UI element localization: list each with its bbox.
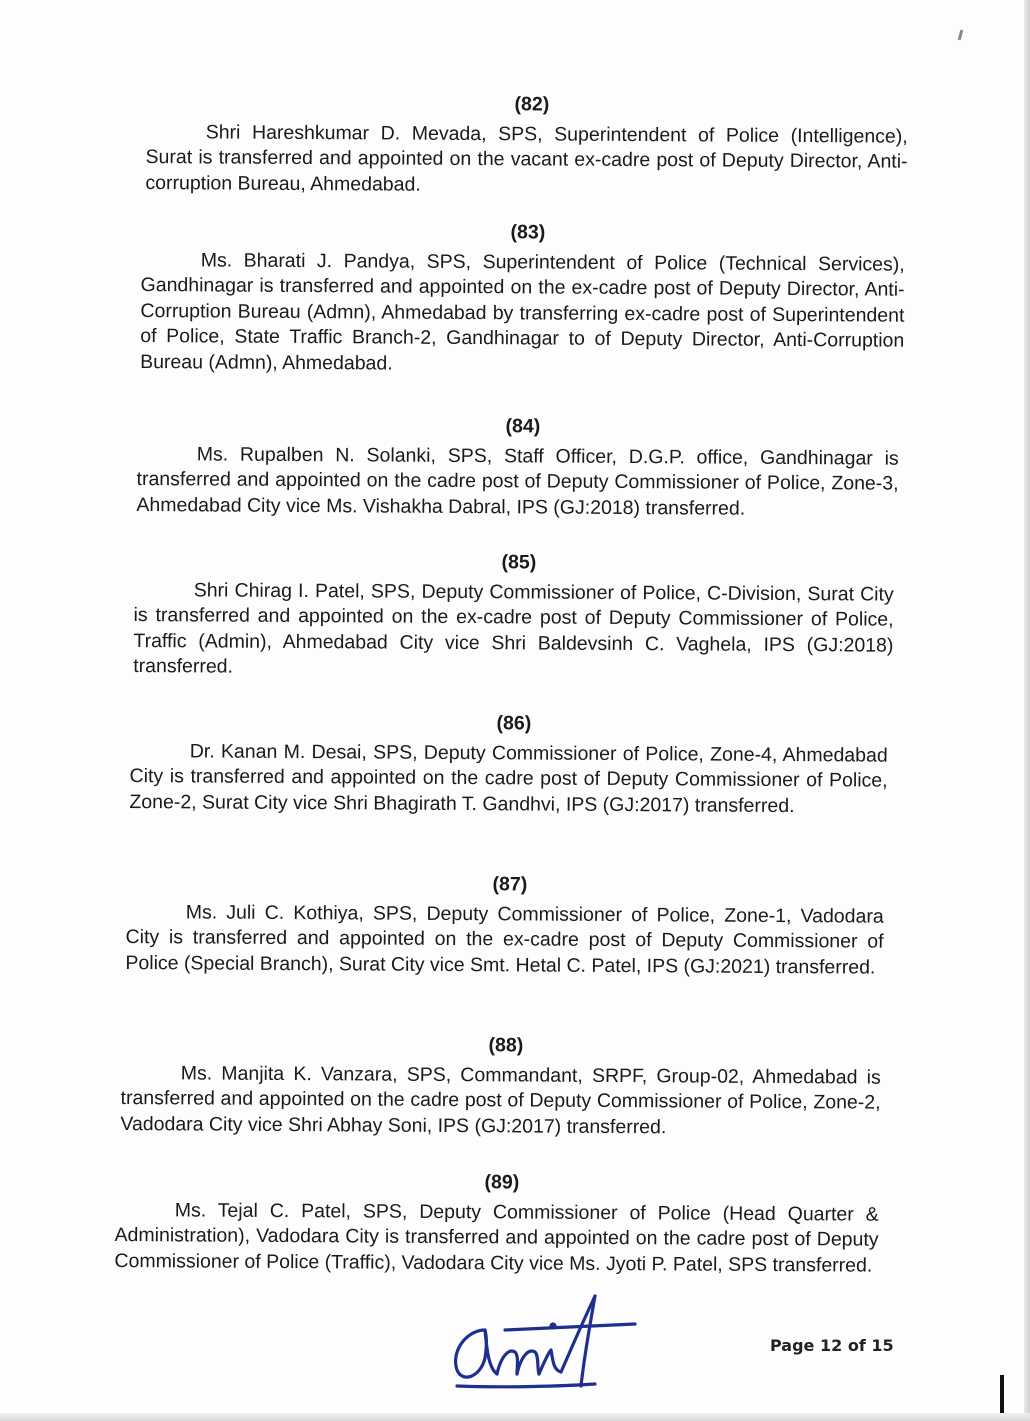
scan-mark bbox=[958, 30, 963, 40]
entry-text: Ms. Bharati J. Pandya, SPS, Superintendent of Police (Technical Services), Gandhinagar is transferred and appointed on the ex-cadre post of Deputy Director, Anti-Corruption Bureau (Admn), Ahmedabad by transferring ex-cadre post of Superintendent of Police, State Traffic Branch-2, Gandhinagar to of Deputy Director, Anti-Corruption Bureau (Admn), Ahmedabad. bbox=[140, 248, 905, 375]
entry-number: (88) bbox=[488, 1034, 524, 1057]
page-current: 12 bbox=[819, 1336, 843, 1355]
entry-85 bbox=[133, 548, 894, 684]
entry-84 bbox=[136, 412, 899, 523]
page-edge-right bbox=[1024, 0, 1030, 1421]
entry-number: (85) bbox=[501, 551, 537, 574]
page-number bbox=[770, 1336, 894, 1355]
page-prefix: Page bbox=[770, 1336, 815, 1355]
entry-88 bbox=[120, 1031, 881, 1142]
page-total: 15 bbox=[871, 1336, 894, 1355]
entry-text: Ms. Rupalben N. Solanki, SPS, Staff Officer, D.G.P. office, Gandhinagar is transferred and appointed on the cadre post of Deputy Commissioner of Police, Zone-3, Ahmedabad City vice Ms. Vishakha Dabral, IPS (GJ:2018) transferred. bbox=[136, 442, 899, 520]
entry-number: (82) bbox=[514, 93, 550, 116]
entry-number: (86) bbox=[496, 712, 532, 735]
entry-text: Dr. Kanan M. Desai, SPS, Deputy Commissioner of Police, Zone-4, Ahmedabad City is transferred and appointed on the cadre post of Deputy Commissioner of Police, Zone-2, Surat City vice Shri Bhagirath T. Gandhvi, IPS (GJ:2017) transferred. bbox=[129, 739, 888, 817]
page-edge-mark bbox=[1000, 1375, 1004, 1415]
entry-text: Shri Hareshkumar D. Mevada, SPS, Superintendent of Police (Intelligence), Surat is transferred and appointed on the vacant ex-cadre post of Deputy Director, Anti-corruption Bureau, Ahmedabad. bbox=[145, 120, 908, 196]
entry-89 bbox=[114, 1168, 879, 1279]
entry-text: Ms. Tejal C. Patel, SPS, Deputy Commissioner of Police (Head Quarter & Administration), Vadodara City is transferred and appointed on the cadre post of Deputy Commissioner of Police (Traffic), Vadodara City vice Ms. Jyoti P. Patel, SPS transferred. bbox=[114, 1198, 879, 1277]
signature-icon bbox=[445, 1290, 645, 1395]
entry-number: (87) bbox=[492, 873, 528, 896]
page-edge-bottom bbox=[0, 1413, 1030, 1421]
entry-number: (89) bbox=[484, 1171, 520, 1194]
entry-text: Ms. Manjita K. Vanzara, SPS, Commandant, SRPF, Group-02, Ahmedabad is transferred and appointed on the cadre post of Deputy Commissioner of Police, Zone-2, Vadodara City vice Shri Abhay Soni, IPS (GJ:2017) transferred. bbox=[120, 1061, 881, 1138]
entry-text: Shri Chirag I. Patel, SPS, Deputy Commissioner of Police, C-Division, Surat City is transferred and appointed on the ex-cadre post of Deputy Commissioner of Police, Traffic (Admin), Ahmedabad City vice Shri Baldevsinh C. Vaghela, IPS (GJ:2018) transferred. bbox=[133, 578, 894, 678]
entry-83 bbox=[140, 218, 905, 380]
entry-87 bbox=[125, 870, 884, 981]
entry-86 bbox=[129, 709, 888, 820]
entry-number: (84) bbox=[505, 415, 541, 438]
entry-number: (83) bbox=[510, 221, 546, 244]
page-separator: of bbox=[847, 1336, 866, 1355]
entry-text: Ms. Juli C. Kothiya, SPS, Deputy Commissioner of Police, Zone-1, Vadodara City is transferred and appointed on the ex-cadre post of Deputy Commissioner of Police (Special Branch), Surat City vice Smt. Hetal C. Patel, IPS (GJ:2021) transferred. bbox=[125, 900, 884, 979]
entry-82 bbox=[145, 90, 908, 201]
